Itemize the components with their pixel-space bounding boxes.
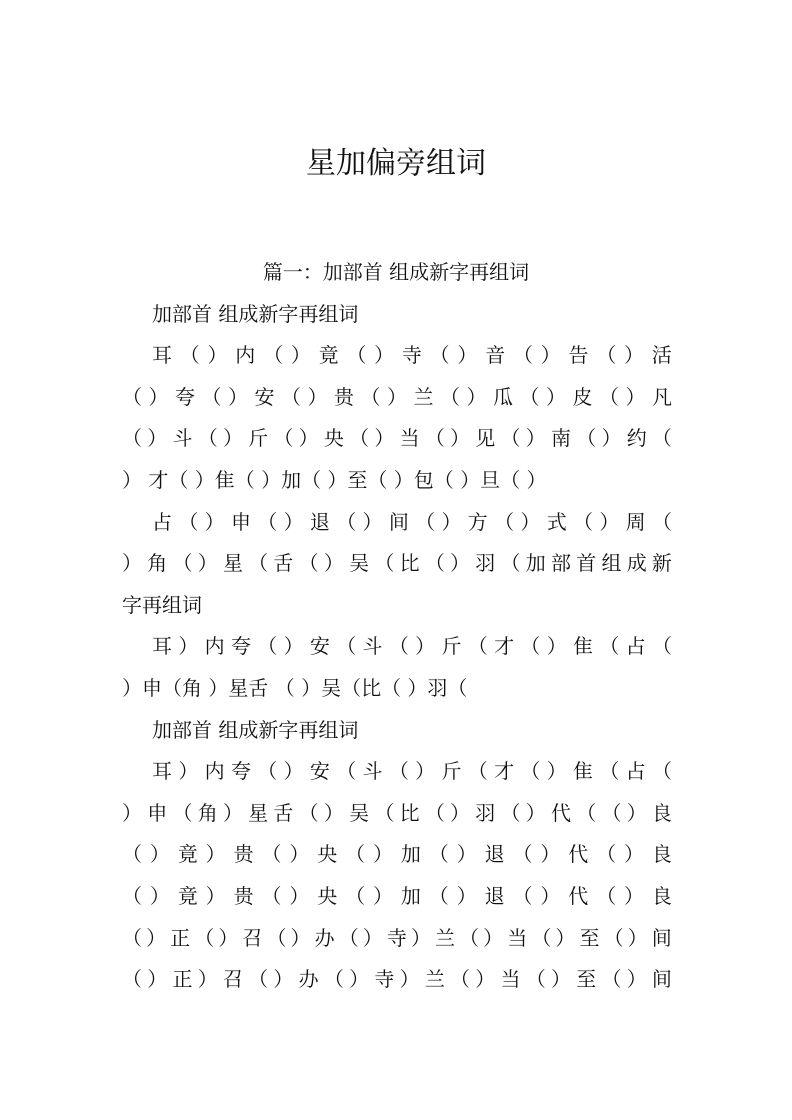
glyph: 活 (651, 343, 672, 368)
glyph: ） (205, 842, 226, 867)
line-text: ）申（角 ）星舌 （ ）吴（比（ ）羽（ (122, 676, 468, 700)
page-title: 星加偏旁组词 (306, 146, 486, 181)
glyph: 申 (230, 509, 251, 534)
glyph: ） (204, 509, 225, 534)
glyph: 角 (197, 800, 218, 825)
glyph: 贵 (233, 842, 254, 867)
glyph: ） (149, 884, 170, 908)
line-text: 加部首 组成新字再组词 (152, 717, 359, 742)
justified-line (122, 918, 672, 959)
glyph: 舌 (273, 551, 294, 576)
glyph: （ (603, 925, 624, 950)
glyph: ） (546, 634, 567, 659)
glyph: 耳 (152, 634, 172, 659)
glyph: 隹 (573, 759, 593, 784)
glyph: ） (362, 509, 383, 534)
glyph: ） (555, 925, 576, 950)
glyph: ） (207, 343, 228, 368)
glyph: （ (596, 842, 617, 867)
glyph: 夸 (175, 384, 195, 409)
glyph: 式 (546, 509, 567, 534)
glyph: ） (307, 384, 328, 409)
glyph: 才 (494, 634, 515, 659)
glyph: 寺 (374, 967, 395, 992)
glyph: ） (149, 842, 170, 867)
justified-line (152, 502, 672, 543)
line-text: 加部首 组成新字再组词 (152, 301, 359, 326)
glyph: ） (546, 384, 566, 409)
glyph: ） (546, 759, 567, 784)
glyph: （ (500, 551, 521, 576)
glyph: 良 (651, 842, 672, 867)
glyph: （ (261, 842, 282, 867)
glyph: （ (596, 343, 617, 368)
text-line (0, 460, 792, 501)
glyph: ） (601, 426, 622, 451)
glyph: 部 (550, 551, 571, 576)
glyph: 申 (147, 800, 168, 825)
glyph: 兰 (424, 967, 445, 992)
justified-line (122, 876, 672, 917)
glyph: 加 (400, 842, 421, 867)
glyph: ） (205, 884, 226, 908)
glyph: ） (222, 800, 243, 825)
glyph: ） (148, 384, 169, 409)
text-line (0, 543, 792, 584)
glyph: （ (178, 509, 199, 534)
glyph: ） (373, 842, 394, 867)
glyph: ） (146, 925, 167, 950)
glyph: ） (178, 634, 199, 659)
glyph: 耳 (152, 759, 172, 784)
glyph: ） (298, 426, 319, 451)
glyph: ） (525, 426, 546, 451)
glyph: 退 (484, 884, 505, 908)
glyph: ） (483, 925, 504, 950)
glyph: ） (627, 925, 648, 950)
text-line (0, 876, 792, 917)
glyph: （ (122, 426, 142, 451)
glyph: （ (467, 759, 488, 784)
glyph: ） (441, 509, 462, 534)
glyph: （ (388, 634, 409, 659)
glyph: 当 (500, 967, 521, 992)
glyph: （ (599, 634, 620, 659)
glyph: 竟 (177, 884, 198, 908)
glyph: （ (573, 509, 593, 534)
glyph: （ (374, 551, 395, 576)
glyph: （ (338, 925, 359, 950)
text-line (0, 751, 792, 792)
justified-line (152, 335, 672, 376)
glyph: （ (596, 884, 617, 908)
glyph: （ (122, 842, 142, 867)
justified-line (152, 626, 672, 667)
text-line (0, 918, 792, 959)
glyph: ） (525, 800, 546, 825)
glyph: ） (415, 634, 436, 659)
glyph: 占 (152, 509, 172, 534)
glyph: （ (179, 343, 200, 368)
justified-line (122, 377, 672, 418)
glyph: （ (336, 759, 357, 784)
glyph: 当 (507, 925, 528, 950)
glyph: （ (424, 551, 445, 576)
glyph: （ (122, 884, 142, 908)
glyph: 占 (625, 634, 646, 659)
glyph: （ (576, 426, 597, 451)
glyph: 角 (147, 551, 168, 576)
glyph: （ (346, 343, 367, 368)
glyph: ） (624, 884, 645, 908)
glyph: （ (201, 384, 222, 409)
glyph: 见 (475, 426, 496, 451)
glyph: 首 (576, 551, 597, 576)
glyph: ） (283, 634, 304, 659)
glyph: （ (599, 384, 619, 409)
glyph: ） (387, 384, 407, 409)
glyph: 斤 (441, 759, 462, 784)
glyph: 成 (626, 551, 647, 576)
glyph: （ (512, 884, 533, 908)
glyph: ） (373, 884, 394, 908)
glyph: （ (345, 842, 366, 867)
glyph: ） (290, 343, 311, 368)
glyph: 斤 (248, 426, 269, 451)
glyph: 代 (568, 884, 589, 908)
glyph: 凡 (652, 384, 672, 409)
glyph: ） (178, 759, 199, 784)
glyph: 召 (222, 967, 243, 992)
glyph: ） (374, 426, 395, 451)
glyph: ） (399, 967, 420, 992)
glyph: （ (525, 967, 546, 992)
glyph: （ (194, 925, 215, 950)
glyph: （ (428, 842, 449, 867)
glyph: 周 (625, 509, 646, 534)
glyph: 间 (651, 967, 672, 992)
glyph: （ (248, 551, 269, 576)
section-subtitle: 篇一：加部首 组成新字再组词 (262, 260, 530, 284)
glyph: 方 (467, 509, 488, 534)
glyph: ） (289, 884, 310, 908)
glyph: ） (323, 800, 344, 825)
glyph: ） (323, 551, 344, 576)
glyph: ） (218, 925, 239, 950)
glyph: 星 (222, 551, 243, 576)
glyph: 安 (309, 634, 330, 659)
glyph: 羽 (475, 551, 496, 576)
glyph: ） (283, 509, 304, 534)
glyph: 退 (484, 842, 505, 867)
glyph: （ (520, 634, 541, 659)
glyph: ） (273, 967, 294, 992)
justified-line (122, 543, 672, 584)
glyph: ） (222, 426, 243, 451)
glyph: ） (362, 925, 383, 950)
glyph: （ (388, 759, 409, 784)
glyph: ） (456, 884, 477, 908)
glyph: （ (298, 800, 319, 825)
text-line (0, 834, 792, 875)
glyph: （ (197, 426, 218, 451)
glyph: ） (456, 842, 477, 867)
glyph: （ (429, 343, 450, 368)
glyph: ） (197, 967, 218, 992)
glyph: ） (122, 551, 142, 576)
glyph: （ (122, 384, 142, 409)
justified-line (122, 959, 672, 1000)
glyph: 斗 (362, 759, 383, 784)
glyph: 安 (254, 384, 275, 409)
glyph: 组 (601, 551, 622, 576)
glyph: 至 (579, 925, 600, 950)
glyph: （ (651, 509, 672, 534)
glyph: （ (122, 925, 142, 950)
glyph: 约 (626, 426, 647, 451)
glyph: ） (520, 509, 541, 534)
glyph: 告 (568, 343, 589, 368)
glyph: ） (450, 551, 471, 576)
text-line (0, 585, 792, 626)
glyph: （ (248, 967, 269, 992)
glyph: 音 (485, 343, 506, 368)
glyph: ） (374, 343, 395, 368)
glyph: （ (122, 967, 142, 992)
glyph: 兰 (435, 925, 456, 950)
glyph: ） (626, 967, 647, 992)
glyph: （ (298, 551, 319, 576)
glyph: ） (289, 842, 310, 867)
glyph: 比 (399, 551, 420, 576)
glyph: （ (257, 509, 278, 534)
glyph: ） (290, 925, 311, 950)
glyph: ） (540, 842, 561, 867)
glyph: ） (540, 884, 561, 908)
glyph: 才 (494, 759, 515, 784)
glyph: （ (467, 634, 488, 659)
glyph: 夸 (230, 634, 251, 659)
glyph: ） (122, 800, 142, 825)
glyph: （ (520, 759, 541, 784)
glyph: ） (624, 343, 645, 368)
glyph: 斗 (172, 426, 193, 451)
glyph: 代 (568, 842, 589, 867)
glyph: 央 (317, 842, 338, 867)
glyph: （ (263, 343, 284, 368)
line-text: 字再组词 (122, 592, 202, 617)
glyph: （ (336, 634, 357, 659)
glyph: （ (531, 925, 552, 950)
glyph: ） (415, 759, 436, 784)
text-line (0, 793, 792, 834)
glyph: （ (500, 800, 521, 825)
glyph: （ (257, 759, 278, 784)
glyph: 兰 (413, 384, 434, 409)
glyph: 安 (309, 759, 330, 784)
text-line (0, 377, 792, 418)
glyph: （ (494, 509, 515, 534)
glyph: （ (450, 967, 471, 992)
glyph: 寺 (401, 343, 422, 368)
glyph: 退 (309, 509, 330, 534)
glyph: 竟 (318, 343, 339, 368)
glyph: 星 (248, 800, 269, 825)
glyph: 吴 (349, 800, 370, 825)
glyph: 羽 (475, 800, 496, 825)
glyph: ） (228, 384, 248, 409)
glyph: ） (540, 343, 561, 368)
glyph: （ (273, 426, 294, 451)
glyph: （ (415, 509, 436, 534)
glyph: ） (450, 800, 471, 825)
text-line (0, 626, 792, 667)
justified-line (152, 751, 672, 792)
glyph: 吴 (349, 551, 370, 576)
glyph: 竟 (177, 842, 198, 867)
glyph: （ (281, 384, 301, 409)
glyph: 良 (651, 800, 672, 825)
glyph: （ (374, 800, 395, 825)
glyph: （ (424, 800, 445, 825)
glyph: （ (261, 884, 282, 908)
glyph: 南 (550, 426, 571, 451)
glyph: 间 (651, 925, 672, 950)
text-line (0, 335, 792, 376)
glyph: ） (626, 800, 647, 825)
line-text: ） 才（ ）隹（ ）加（ ）至（ ）包（ ）旦（ ） (122, 468, 547, 492)
glyph: 召 (242, 925, 263, 950)
text-line (0, 959, 792, 1000)
glyph: （ (512, 842, 533, 867)
glyph: （ (651, 759, 672, 784)
glyph: 央 (323, 426, 344, 451)
justified-line (122, 418, 672, 459)
glyph: （ (172, 800, 193, 825)
glyph: （ (345, 884, 366, 908)
glyph: ） (410, 925, 431, 950)
glyph: ） (283, 759, 304, 784)
justified-line (122, 834, 672, 875)
glyph: （ (257, 634, 278, 659)
glyph: 当 (399, 426, 420, 451)
glyph: 代 (550, 800, 571, 825)
glyph: ） (147, 426, 168, 451)
glyph: （ (601, 967, 622, 992)
glyph: 皮 (572, 384, 593, 409)
text-line (0, 502, 792, 543)
glyph: ） (197, 551, 218, 576)
glyph: ） (349, 967, 370, 992)
glyph: 加 (400, 884, 421, 908)
justified-line (122, 793, 672, 834)
glyph: （ (512, 343, 533, 368)
glyph: （ (651, 634, 672, 659)
glyph: （ (500, 426, 521, 451)
glyph: （ (336, 509, 357, 534)
glyph: 正 (172, 967, 193, 992)
glyph: （ (360, 384, 381, 409)
glyph: 贵 (233, 884, 254, 908)
glyph: 斤 (441, 634, 462, 659)
glyph: 间 (388, 509, 409, 534)
glyph: 隹 (573, 634, 593, 659)
glyph: 新 (651, 551, 672, 576)
glyph: ） (450, 426, 471, 451)
text-line (0, 710, 792, 751)
glyph: ） (475, 967, 496, 992)
glyph: ） (466, 384, 487, 409)
glyph: （ (440, 384, 460, 409)
glyph: 舌 (273, 800, 294, 825)
glyph: （ (266, 925, 287, 950)
glyph: （ (576, 800, 597, 825)
glyph: 耳 (152, 343, 172, 368)
text-line (0, 668, 792, 709)
glyph: 正 (170, 925, 191, 950)
glyph: （ (651, 426, 672, 451)
glyph: ） (624, 842, 645, 867)
glyph: （ (601, 800, 622, 825)
glyph: 夸 (230, 759, 251, 784)
glyph: 占 (625, 759, 646, 784)
text-line (0, 418, 792, 459)
glyph: 办 (298, 967, 319, 992)
glyph: 良 (651, 884, 672, 908)
glyph: 内 (204, 759, 225, 784)
glyph: ） (599, 509, 620, 534)
glyph: （ (459, 925, 480, 950)
glyph: 内 (235, 343, 256, 368)
glyph: ） (625, 384, 646, 409)
glyph: （ (349, 426, 370, 451)
glyph: （ (519, 384, 540, 409)
glyph: （ (172, 551, 193, 576)
glyph: 央 (317, 884, 338, 908)
glyph: 至 (576, 967, 597, 992)
glyph: 办 (314, 925, 335, 950)
text-line (0, 294, 792, 335)
glyph: 斗 (362, 634, 383, 659)
glyph: 寺 (386, 925, 407, 950)
glyph: （ (599, 759, 620, 784)
glyph: 瓜 (493, 384, 513, 409)
glyph: ） (457, 343, 478, 368)
glyph: ） (147, 967, 168, 992)
glyph: ） (550, 967, 571, 992)
glyph: 内 (204, 634, 225, 659)
glyph: （ (323, 967, 344, 992)
glyph: 比 (399, 800, 420, 825)
glyph: 贵 (334, 384, 354, 409)
glyph: （ (428, 884, 449, 908)
glyph: 加 (525, 551, 546, 576)
glyph: （ (424, 426, 445, 451)
